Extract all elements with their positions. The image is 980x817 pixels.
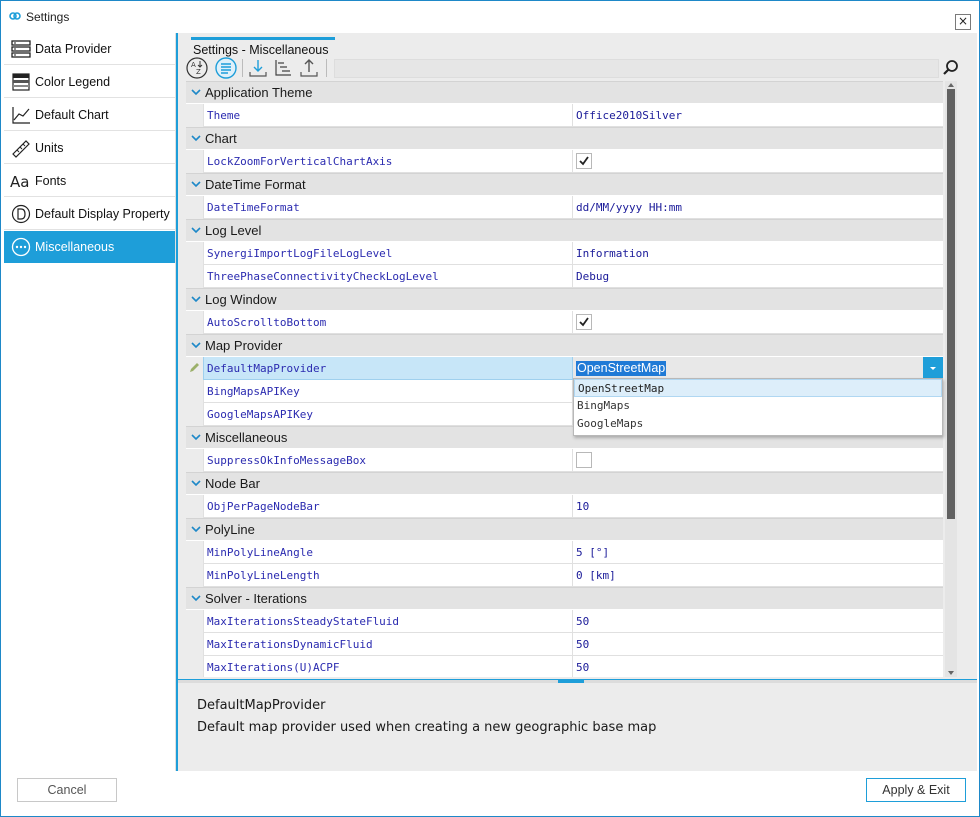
chevron-down-icon[interactable] (190, 431, 202, 443)
property-row[interactable] (186, 495, 943, 518)
row-gutter (186, 610, 203, 633)
property-value[interactable]: dd/MM/yyyy HH:mm (573, 196, 943, 219)
more-icon (10, 237, 32, 257)
property-search-input[interactable] (334, 59, 939, 78)
property-name[interactable]: DefaultMapProvider (203, 357, 573, 380)
property-row[interactable] (186, 656, 943, 677)
settings-panel (176, 33, 977, 771)
category-label: Solver - Iterations (205, 591, 307, 606)
description-splitter[interactable] (178, 679, 977, 683)
panel-title: Settings - Miscellaneous (193, 43, 329, 57)
ruler-icon (10, 138, 32, 158)
category-row[interactable] (186, 518, 943, 540)
sidebar-item-color-legend[interactable] (4, 66, 175, 98)
property-name[interactable]: SynergiImportLogFileLogLevel (203, 242, 573, 265)
property-name[interactable]: SuppressOkInfoMessageBox (203, 449, 573, 472)
property-name[interactable]: MaxIterations(U)ACPF (203, 656, 573, 677)
window-title: Settings (26, 10, 70, 24)
row-gutter (186, 633, 203, 656)
svg-text:Z: Z (196, 68, 201, 76)
property-value[interactable]: Debug (573, 265, 943, 288)
property-row[interactable] (186, 357, 943, 380)
property-name[interactable]: MaxIterationsSteadyStateFluid (203, 610, 573, 633)
category-row[interactable] (186, 81, 943, 103)
svg-text:A: A (191, 61, 196, 69)
row-gutter (186, 265, 203, 288)
tab-indicator (191, 37, 335, 40)
description-panel (181, 684, 966, 764)
scroll-down-icon[interactable] (947, 669, 955, 677)
import-icon[interactable] (247, 57, 269, 79)
description-text: Default map provider used when creating a new geographic base map (197, 720, 657, 735)
scrollbar-thumb[interactable] (947, 89, 955, 519)
dropdown-option[interactable]: OpenStreetMap (574, 379, 942, 397)
property-name[interactable]: DateTimeFormat (203, 196, 573, 219)
hierarchy-icon[interactable] (272, 57, 294, 79)
category-label: PolyLine (205, 522, 255, 537)
sidebar-item-fonts[interactable] (4, 165, 175, 197)
property-value[interactable]: 50 (573, 633, 943, 656)
category-row[interactable] (186, 173, 943, 195)
category-row[interactable] (186, 288, 943, 310)
category-label: Miscellaneous (205, 430, 288, 445)
dropdown-option[interactable]: GoogleMaps (577, 417, 644, 430)
property-value[interactable]: 50 (573, 610, 943, 633)
chevron-down-icon[interactable] (190, 86, 202, 98)
property-name[interactable]: GoogleMapsAPIKey (203, 403, 573, 426)
property-checkbox[interactable] (576, 314, 592, 330)
property-row[interactable] (186, 104, 943, 127)
property-value[interactable]: Information (573, 242, 943, 265)
toolbar-separator (242, 59, 243, 77)
export-icon[interactable] (298, 57, 320, 79)
property-name[interactable]: MinPolyLineAngle (203, 541, 573, 564)
row-gutter (186, 242, 203, 265)
property-row[interactable] (186, 449, 943, 472)
property-row[interactable] (186, 150, 943, 173)
category-label: Log Level (205, 223, 262, 238)
toolbar-separator (326, 59, 327, 77)
property-name[interactable]: Theme (203, 104, 573, 127)
display-property-icon (10, 204, 32, 224)
row-gutter (186, 541, 203, 564)
property-name[interactable]: ObjPerPageNodeBar (203, 495, 573, 518)
app-logo-icon (9, 10, 21, 22)
chevron-down-icon[interactable] (190, 178, 202, 190)
property-name[interactable]: MinPolyLineLength (203, 564, 573, 587)
property-checkbox[interactable] (576, 452, 592, 468)
property-row[interactable] (186, 633, 943, 656)
category-label: Node Bar (205, 476, 260, 491)
splitter-grip[interactable] (558, 680, 584, 683)
category-label: Map Provider (205, 338, 283, 353)
search-icon[interactable] (941, 58, 961, 78)
row-gutter (186, 656, 203, 677)
property-name[interactable]: MaxIterationsDynamicFluid (203, 633, 573, 656)
chevron-down-icon[interactable] (190, 293, 202, 305)
property-name[interactable]: BingMapsAPIKey (203, 380, 573, 403)
chevron-down-icon[interactable] (190, 224, 202, 236)
title-bar (1, 1, 979, 33)
category-label: Chart (205, 131, 237, 146)
row-gutter (186, 564, 203, 587)
pencil-icon (189, 362, 200, 373)
chevron-down-icon[interactable] (190, 132, 202, 144)
property-value[interactable] (573, 357, 943, 380)
category-label: Application Theme (205, 85, 313, 100)
category-row[interactable] (186, 472, 943, 494)
close-button[interactable]: × (955, 14, 971, 30)
property-value[interactable] (573, 311, 943, 334)
row-gutter (186, 380, 203, 403)
property-row[interactable] (186, 242, 943, 265)
property-value[interactable]: 50 (573, 656, 943, 677)
checkmark-icon (578, 155, 590, 167)
description-title: DefaultMapProvider (197, 698, 326, 713)
sidebar-item-default-display-property[interactable] (4, 198, 175, 230)
sidebar-item-label: Color Legend (35, 75, 111, 89)
map-provider-dropdown-list (573, 378, 943, 436)
property-row[interactable] (186, 196, 943, 219)
chart-icon (10, 105, 32, 125)
property-name[interactable]: AutoScrolltoBottom (203, 311, 573, 334)
sidebar-item-units[interactable] (4, 132, 175, 164)
dropdown-option[interactable]: BingMaps (577, 399, 630, 412)
sidebar-item-label: Default Chart (35, 108, 109, 122)
property-row[interactable] (186, 311, 943, 334)
row-gutter (186, 403, 203, 426)
sidebar-item-label: Data Provider (35, 42, 112, 56)
property-value[interactable]: 10 (573, 495, 943, 518)
sidebar (4, 33, 176, 771)
property-value[interactable]: Office2010Silver (573, 104, 943, 127)
dropdown-button[interactable] (923, 357, 943, 380)
property-grid-toolbar (186, 56, 961, 81)
cancel-button[interactable]: Cancel (17, 778, 117, 802)
property-name[interactable]: LockZoomForVerticalChartAxis (203, 150, 573, 173)
chevron-down-icon[interactable] (190, 477, 202, 489)
row-gutter (186, 104, 203, 127)
row-gutter (186, 311, 203, 334)
checkmark-icon (578, 316, 590, 328)
row-gutter (186, 196, 203, 219)
scroll-up-icon[interactable] (947, 81, 955, 89)
row-gutter (186, 357, 203, 380)
sort-alphabetical-icon[interactable] (186, 57, 208, 79)
category-row[interactable] (186, 587, 943, 609)
fonts-icon (10, 171, 32, 191)
category-row[interactable] (186, 334, 943, 356)
sidebar-item-label: Units (35, 141, 64, 155)
data-provider-icon (10, 39, 32, 59)
sidebar-item-miscellaneous[interactable] (4, 231, 175, 263)
property-value[interactable] (573, 150, 943, 173)
color-legend-icon (10, 72, 32, 92)
row-gutter (186, 495, 203, 518)
category-label: DateTime Format (205, 177, 306, 192)
category-label: Log Window (205, 292, 277, 307)
sidebar-item-label: Miscellaneous (35, 240, 115, 254)
category-row[interactable] (186, 127, 943, 149)
chevron-down-icon (923, 357, 943, 380)
property-value[interactable]: 0 [km] (573, 564, 943, 587)
property-row[interactable] (186, 564, 943, 587)
category-row[interactable] (186, 219, 943, 241)
property-row[interactable] (186, 610, 943, 633)
property-row[interactable] (186, 265, 943, 288)
chevron-down-icon[interactable] (190, 339, 202, 351)
property-row[interactable] (186, 541, 943, 564)
row-gutter (186, 150, 203, 173)
chevron-down-icon[interactable] (190, 592, 202, 604)
property-name[interactable]: ThreePhaseConnectivityCheckLogLevel (203, 265, 573, 288)
svg-text:Aa: Aa (10, 173, 30, 191)
select-current-value[interactable]: OpenStreetMap (577, 361, 666, 375)
categorized-icon[interactable] (215, 57, 237, 79)
map-provider-select[interactable] (573, 357, 943, 380)
row-gutter (186, 449, 203, 472)
sidebar-item-default-chart[interactable] (4, 99, 175, 131)
sidebar-item-label: Default Display Property (35, 207, 170, 221)
apply-exit-button[interactable]: Apply & Exit (866, 778, 966, 802)
property-value[interactable]: 5 [°] (573, 541, 943, 564)
property-value[interactable] (573, 449, 943, 472)
sidebar-item-data-provider[interactable] (4, 33, 175, 65)
sidebar-item-label: Fonts (35, 174, 67, 188)
vertical-scrollbar[interactable] (945, 81, 957, 677)
property-checkbox[interactable] (576, 153, 592, 169)
chevron-down-icon[interactable] (190, 523, 202, 535)
